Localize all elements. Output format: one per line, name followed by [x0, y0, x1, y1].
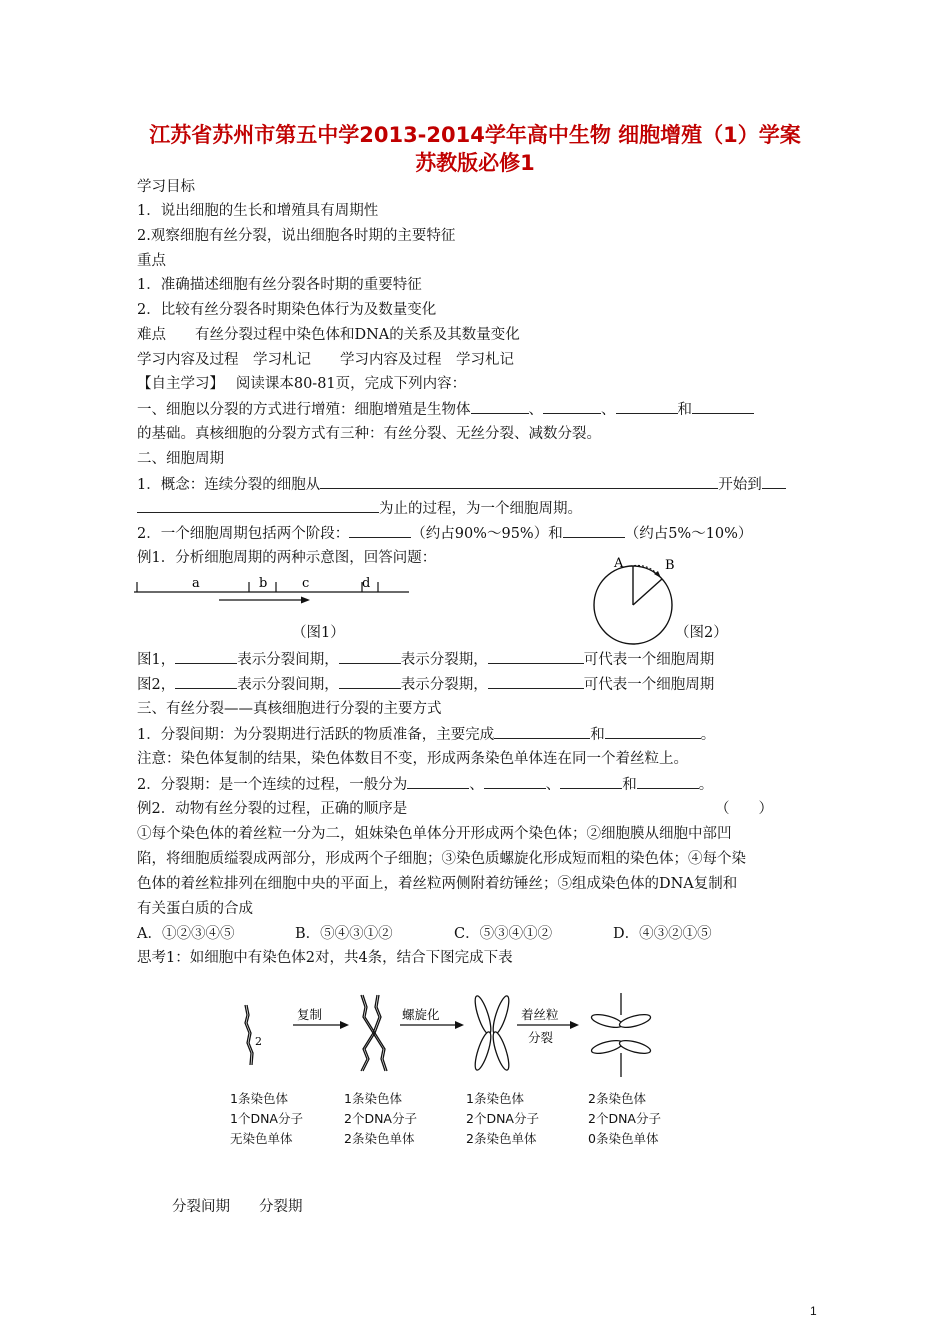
stage-label: 1个DNA分子: [230, 1111, 303, 1126]
section-1-line-1: [137, 399, 754, 420]
answer-blank[interactable]: [616, 399, 678, 414]
stage-label: 2条染色单体: [344, 1131, 415, 1146]
interphase-line: [137, 724, 715, 745]
stages-text-2: （约占90%～95%）和: [411, 526, 563, 542]
separator: 、: [469, 777, 484, 793]
page-number: 1: [810, 1304, 817, 1318]
cycle-direction-arc: [630, 565, 658, 575]
separator: 、: [601, 402, 616, 418]
answer-parentheses[interactable]: （ ）: [715, 801, 773, 817]
concept-text-3: 为止的过程，为一个细胞周期。: [379, 501, 582, 517]
question-text: 表示分裂期，: [400, 677, 488, 693]
column-header-line: 学习内容及过程 学习札记 学习内容及过程 学习札记: [137, 352, 514, 368]
stage-label: 2个DNA分子: [588, 1111, 661, 1126]
point-label-a: A: [614, 556, 624, 571]
stage-label: 0条染色单体: [588, 1131, 659, 1146]
heading-learning-goals: 学习目标: [137, 179, 195, 195]
document-title-line-2: 苏教版必修1: [415, 151, 535, 175]
document-title-line-1: 江苏省苏州市第五中学2013-2014学年高中生物 细胞增殖（1）学案: [149, 123, 801, 147]
stage-3-labels: [466, 1089, 539, 1149]
question-text: 表示分裂间期，: [237, 652, 339, 668]
figure-1-question: [137, 649, 714, 670]
answer-blank[interactable]: [484, 774, 546, 789]
example-2-text: 例2．动物有丝分裂的过程，正确的顺序是: [137, 801, 408, 817]
goal-2: 2.观察细胞有丝分裂，说出细胞各时期的主要特征: [137, 228, 456, 244]
interphase-text: 1．分裂间期：为分裂期进行活跃的物质准备，主要完成: [137, 727, 495, 743]
choice-d[interactable]: D．④③②①⑤: [613, 926, 712, 942]
stage-4-labels: [588, 1089, 661, 1149]
stage-label: 1条染色体: [230, 1091, 288, 1106]
segment-label-b: b: [259, 576, 268, 591]
separator: 、: [545, 777, 561, 793]
section-1-text: 一、细胞以分裂的方式进行增殖：细胞增殖是生物体: [137, 402, 471, 418]
example-2-option-text-2: 陷，将细胞质缢裂成两部分，形成两个子细胞；③染色质螺旋化形成短而粗的染色体；④每个染: [137, 851, 746, 867]
section-2-heading: 二、细胞周期: [137, 451, 224, 467]
fig-ref: 图2，: [137, 677, 176, 693]
arrow-split-label: 分裂: [528, 1030, 554, 1045]
choice-c[interactable]: C．⑤③④①②: [454, 926, 553, 942]
arrow-replicate-head: [340, 1021, 349, 1029]
segment-label-c: c: [302, 576, 310, 591]
goal-1: 1．说出细胞的生长和增殖具有周期性: [137, 203, 379, 219]
connector-text: 和: [622, 777, 637, 793]
stage-label: 1条染色体: [344, 1091, 402, 1106]
separator: 、: [528, 402, 543, 418]
connector-text: 和: [590, 727, 605, 743]
division-text: 2．分裂期：是一个连续的过程，一般分为: [137, 777, 408, 793]
example-2-option-text-3: 色体的着丝粒排列在细胞中央的平面上，着丝粒两侧附着纺锤丝；⑤组成染色体的DNA复制和: [137, 876, 738, 892]
answer-blank[interactable]: [320, 474, 718, 489]
arrow-replicate-label: 复制: [297, 1007, 323, 1022]
answer-blank[interactable]: [494, 724, 590, 739]
difficulty-line: 难点 有丝分裂过程中染色体和DNA的关系及其数量变化: [137, 327, 520, 343]
stages-text-3: （约占5%～10%）: [624, 526, 753, 542]
answer-blank[interactable]: [488, 649, 584, 664]
answer-blank[interactable]: [175, 649, 237, 664]
division-phase-line: [137, 774, 713, 795]
figure-2-question: [137, 674, 714, 695]
note-line: 注意：染色体复制的结果，染色体数目不变，形成两条染色单体连在同一个着丝粒上。: [137, 751, 688, 767]
example-2-option-text-4: 有关蛋白质的合成: [137, 901, 253, 917]
figure-2-diagram: [590, 553, 680, 648]
heading-key-points: 重点: [137, 253, 166, 269]
chromosome-stage-1: [245, 1005, 253, 1065]
chromosome-stage-2: [361, 995, 387, 1071]
answer-blank[interactable]: [407, 774, 469, 789]
think-1-line: 思考1：如细胞中有染色体2对，共4条，结合下图完成下表: [137, 950, 513, 966]
point-label-b: B: [665, 558, 675, 573]
question-text: 可代表一个细胞周期: [583, 652, 715, 668]
timeline-arrowhead: [301, 597, 310, 604]
answer-blank[interactable]: [543, 399, 601, 414]
segment-label-a: a: [192, 576, 200, 591]
answer-blank[interactable]: [488, 674, 584, 689]
fig-ref: 图1，: [137, 652, 176, 668]
figure-1-caption: （图1）: [292, 625, 345, 641]
answer-blank[interactable]: [560, 774, 622, 789]
figure-1-diagram: [134, 572, 414, 608]
choice-a[interactable]: A．①②③④⑤: [137, 926, 235, 942]
stage-label: 1条染色体: [466, 1091, 524, 1106]
question-text: 表示分裂期，: [400, 652, 488, 668]
concept-text: 1．概念：连续分裂的细胞从: [137, 477, 321, 493]
arrow-centromere-split-head: [570, 1021, 579, 1029]
choice-b[interactable]: B．⑤④③①②: [295, 926, 393, 942]
question-text: 表示分裂间期，: [237, 677, 339, 693]
arrow-condense-head: [455, 1021, 464, 1029]
segment-label-d: d: [362, 576, 371, 591]
stage-label: 2条染色体: [588, 1091, 646, 1106]
cell-cycle-stages-line: [137, 523, 752, 544]
answer-blank[interactable]: [471, 399, 529, 414]
chromosome-stage-3: [472, 994, 512, 1071]
answer-blank[interactable]: [339, 674, 401, 689]
example-2-line: [137, 799, 777, 819]
chromosome-mark: 2: [255, 1035, 262, 1048]
chromosome-stage-4: [590, 993, 651, 1077]
arrow-condense-label: 螺旋化: [402, 1007, 440, 1022]
answer-blank[interactable]: [605, 724, 701, 739]
stage-2-labels: [344, 1089, 417, 1149]
question-text: 可代表一个细胞周期: [583, 677, 715, 693]
self-study-line: 【自主学习】 阅读课本80-81页，完成下列内容：: [137, 376, 467, 392]
stage-label: 2个DNA分子: [466, 1111, 539, 1126]
table-header-phases: 分裂间期 分裂期: [172, 1199, 303, 1215]
example-2-option-text-1: ①每个染色体的着丝粒一分为二，姐妹染色单体分开形成两个染色体；②细胞膜从细胞中部凹: [137, 826, 732, 842]
answer-blank[interactable]: [137, 498, 379, 513]
cell-cycle-concept-line-2: [137, 498, 582, 519]
stage-label: 无染色单体: [230, 1131, 293, 1146]
arrow-centromere-label: 着丝粒: [521, 1007, 559, 1022]
answer-blank[interactable]: [563, 523, 625, 538]
answer-blank[interactable]: [762, 474, 786, 489]
stages-text: 2．一个细胞周期包括两个阶段：: [137, 526, 350, 542]
key-point-1: 1．准确描述细胞有丝分裂各时期的重要特征: [137, 277, 422, 293]
period-text: 。: [698, 777, 714, 793]
chromosome-process-diagram: [225, 985, 695, 1085]
answer-blank[interactable]: [349, 523, 411, 538]
answer-blank[interactable]: [339, 649, 401, 664]
stage-1-labels: [230, 1089, 303, 1149]
figure-2-caption: （图2）: [675, 625, 728, 641]
cycle-radius-b: [633, 579, 662, 605]
stage-label: 2条染色单体: [466, 1131, 537, 1146]
answer-blank[interactable]: [175, 674, 237, 689]
example-1-line: 例1．分析细胞周期的两种示意图，回答问题：: [137, 550, 437, 566]
connector-text: 和: [677, 402, 692, 418]
section-3-heading: 三、有丝分裂——真核细胞进行分裂的主要方式: [137, 701, 442, 717]
answer-blank[interactable]: [692, 399, 754, 414]
key-point-2: 2．比较有丝分裂各时期染色体行为及数量变化: [137, 302, 437, 318]
cell-cycle-concept-line: [137, 474, 786, 495]
stage-label: 2个DNA分子: [344, 1111, 417, 1126]
period-text: 。: [700, 727, 716, 743]
answer-blank[interactable]: [637, 774, 699, 789]
section-1-line-2: 的基础。真核细胞的分裂方式有三种：有丝分裂、无丝分裂、减数分裂。: [137, 426, 601, 442]
concept-text-2: 开始到: [718, 477, 762, 493]
